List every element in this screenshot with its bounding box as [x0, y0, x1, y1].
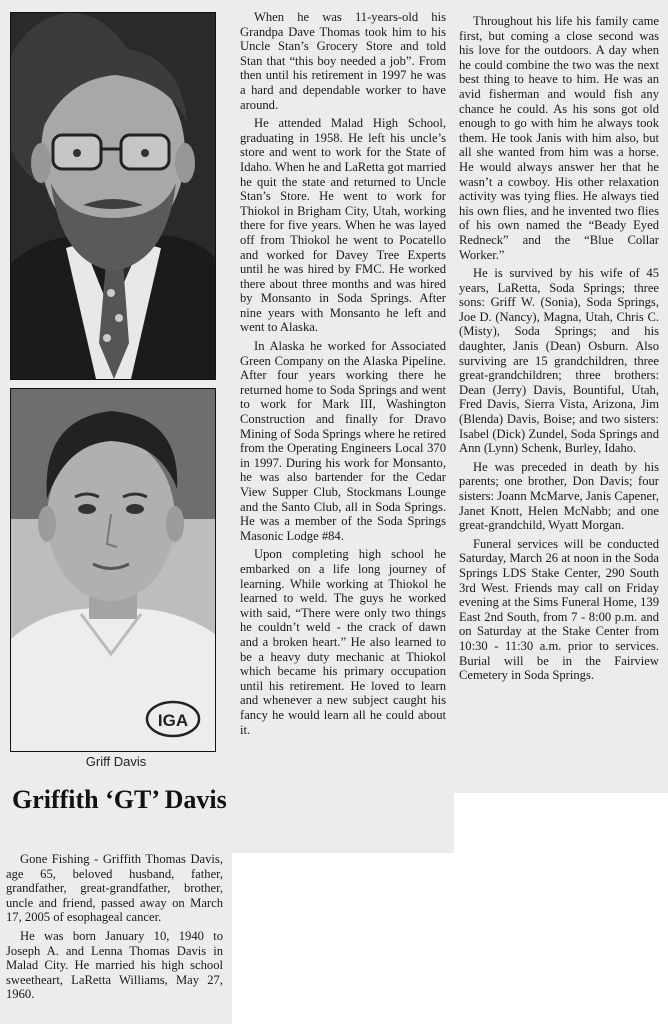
photo-caption: Griff Davis: [85, 754, 147, 769]
paragraph: He was born January 10, 1940 to Joseph A. and Lenna Thomas Davis in Malad City. He married his high school sweetheart, LaRetta Williams, May 27, 1960.: [6, 928, 223, 1002]
portrait-young-image: [11, 389, 215, 751]
article-column-middle: [240, 10, 446, 737]
paragraph: Funeral services will be conducted Saturday, March 26 at noon in the Soda Springs LDS Stake Center, 290 South 3rd West. Friends may call on Friday evening at the Sims Funeral Home, 139 East 2nd South, from 7 - 8:00 p.m. and on Saturday at the Stake Center from 10:30 - 11:30 a.m. prior to services. Burial will be in the Fairview Cemetery in Soda Springs.: [459, 536, 659, 683]
paragraph: Gone Fishing - Griffith Thomas Davis, age 65, beloved husband, father, grandfather, great-grandfather, brother, uncle and friend, passed away on March 17, 2005 of esophageal cancer.: [6, 852, 223, 925]
paragraph: In Alaska he worked for Associated Green Company on the Alaska Pipeline. After four years working there he returned home to Soda Springs and went to work for Mark III, Washington Construction and finally for Dravo Mining of Soda Springs where he retired from the Operating Engineers Local 370 in 1997. During his work for Monsanto, he was also bartender for the Cedar View Supper Club, Stockmans Lounge and the Santo Club, all in Soda Springs. He was a member of the Soda Springs Masonic Lodge #84.: [240, 339, 446, 543]
obituary-headline: Griffith ‘GT’ Davis: [12, 785, 227, 814]
paragraph: He was preceded in death by his parents; one brother, Don Davis; four sisters: Joann McMarve, Janis Capener, Janet Knott, Helen McNabb; and one great-grandchild, Wyatt Morgan.: [459, 459, 659, 533]
article-column-right: [459, 14, 659, 683]
iga-logo-text: IGA: [157, 711, 189, 730]
paragraph: Upon completing high school he embarked on a life long journey of learning. While working at Thiokol he learned to weld. The guys he worked with said, “There were only two things he couldn’t weld - the crack of dawn and a broken heart.” He also learned to be a heavy duty mechanic at Thiokol which became his primary occupation until his retirement. He loved to learn and whenever a new subject caught his fancy he would learn all he could about it.: [240, 547, 446, 737]
portrait-older-image: [11, 13, 215, 379]
paragraph: When he was 11-years-old his Grandpa Dave Thomas took him to his Uncle Stan’s Grocery Store and told Stan that “this boy needed a job”. From then until his retirement in 1997 he was a hard and dependable worker to have around.: [240, 10, 446, 112]
paragraph: He attended Malad High School, graduating in 1958. He left his uncle’s store and went to work for the State of Idaho. When he and LaRetta got married he quit the state and returned to Uncle Stan’s Store. He went to work for Thiokol in Brigham City, Utah, working there for five years. When he was layed off from Thiokol he went to Pocatello and worked for Davey Tree Experts until he was hired by FMC. He worked there about three months and was hired by Monsanto in Soda Springs. After nine years with Monsanto he left and went to Alaska.: [240, 116, 446, 335]
paragraph: He is survived by his wife of 45 years, LaRetta, Soda Springs; three sons: Griff W. (Sonia), Soda Springs, Joe D. (Nancy), Magna, Utah, Chris C. (Misty), Soda Springs; and his daughter, Janis (Dean) Osburn. Also surviving are 15 grandchildren, three great-grandchildren; three brothers: Dean (Jerry) Davis, Bountiful, Utah, Fred Davis, Sierra Vista, Arizona, Jim (Blenda) Davis, Boise; and two sisters: Isabel (Dick) Zundel, Soda Springs and Ann (Lynn) Schenk, Burley, Idaho.: [459, 266, 659, 456]
paragraph: Throughout his life his family came first, but coming a close second was his love for the outdoors. A day when he could combine the two was the next best thing to heave to him. He was an avid fisherman and would fish any chance he could. As his sons got old enough to go with him he always took them. He took Janis with him also, but all she wanted from him was a horse. He would always answer her that he wasn’t a cowboy. His other relaxation activity was tying flies. He always tied his own flies, and he invented two flies of his own named the “Beady Eyed Redneck” and the “Blue Collar Worker.”: [459, 14, 659, 262]
portrait-photo-young: [10, 388, 216, 752]
portrait-photo-older: [10, 12, 216, 380]
article-column-left: [6, 852, 223, 1002]
